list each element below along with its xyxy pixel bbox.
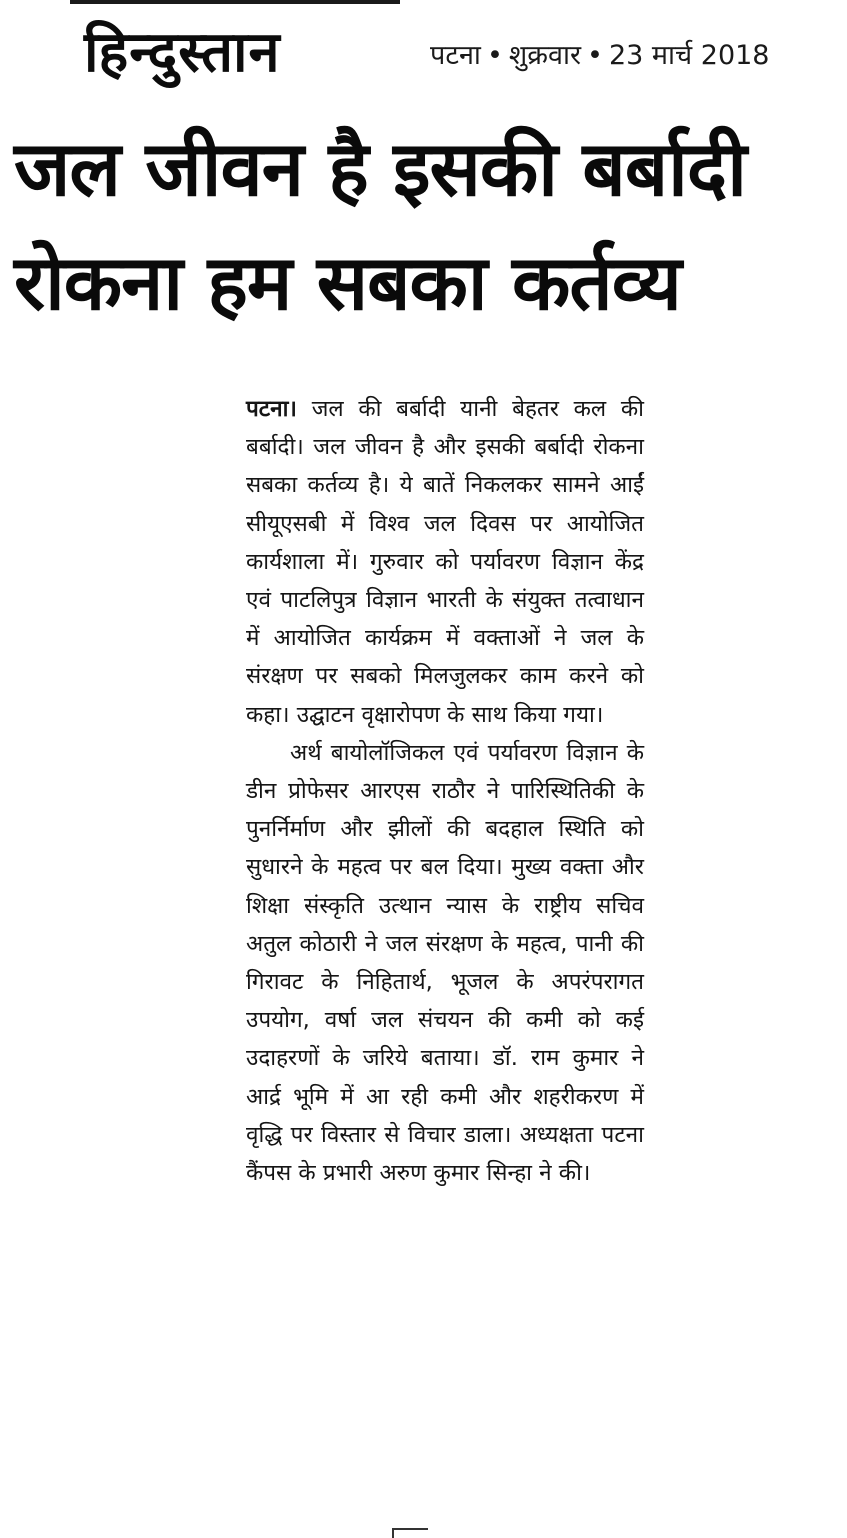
- dateline-city: पटना: [430, 40, 481, 71]
- headline-line-2: रोकना हम सबका कर्तव्य: [14, 238, 681, 327]
- dateline-day: शुक्रवार: [508, 40, 582, 71]
- top-rule: [70, 0, 400, 4]
- dateline-separator: •: [486, 40, 503, 71]
- article-lead-place: पटना।: [246, 396, 297, 422]
- article-headline: [14, 112, 844, 340]
- dateline: [430, 36, 770, 76]
- headline-line-1: जल जीवन है इसकी बर्बादी: [14, 124, 746, 213]
- dateline-separator: •: [587, 40, 603, 71]
- dateline-date: 23 मार्च 2018: [608, 40, 770, 71]
- article-body: [246, 390, 644, 1192]
- article-paragraph-2: अर्थ बायोलॉजिकल एवं पर्यावरण विज्ञान के डीन प्रोफेसर आरएस राठौर ने पारिस्थितिकी के पुनर्निर्माण और झीलों की बदहाल स्थिति को सुधारने के महत्व पर बल दिया। मुख्य वक्ता और शिक्षा संस्कृति उत्थान न्यास के राष्ट्रीय सचिव अतुल कोठारी ने जल संरक्षण के महत्व, पानी की गिरावट के निहितार्थ, भूजल के अपरंपरागत उपयोग, वर्षा जल संचयन की कमी को कई उदाहरणों के जरिये बताया। डॉ. राम कुमार ने आर्द्र भूमि में आ रही कमी और शहरीकरण में वृद्धि पर विस्तार से विचार डाला। अध्यक्षता पटना कैंपस के प्रभारी अरुण कुमार सिन्हा ने की।: [246, 739, 644, 1187]
- page-corner-mark: [392, 1528, 428, 1538]
- newspaper-masthead: हिन्दुस्तान: [84, 20, 281, 85]
- article-paragraph-1-text: जल की बर्बादी यानी बेहतर कल की बर्बादी। जल जीवन है और इसकी बर्बादी रोकना सबका कर्तव्य है। ये बातें निकलकर सामने आईं सीयूएसबी में विश्व जल दिवस पर आयोजित कार्यशाला में। गुरुवार को पर्यावरण विज्ञान केंद्र एवं पाटलिपुत्र विज्ञान भारती के संयुक्त तत्वाधान में आयोजित कार्यक्रम में वक्ताओं ने जल के संरक्षण पर सबको मिलजुलकर काम करने को कहा। उद्घाटन वृक्षारोपण के साथ किया गया।: [246, 396, 644, 728]
- article-paragraph-1: [246, 390, 644, 734]
